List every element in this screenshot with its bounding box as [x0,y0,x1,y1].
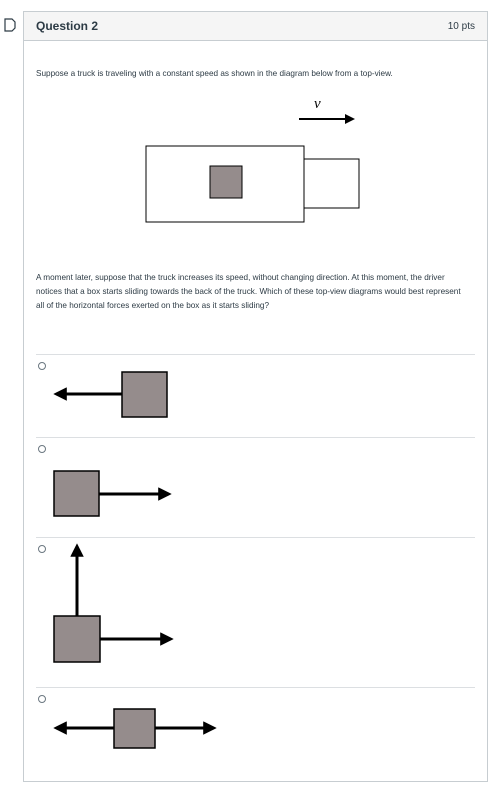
answer-option-c[interactable] [24,538,487,687]
question-card [23,11,488,782]
force-diagram-c [24,538,224,687]
answer-option-d[interactable] [24,688,487,770]
question-prompt: Suppose a truck is traveling with a constant speed as shown in the diagram below from a top-view. [36,69,393,78]
force-diagram-d [24,688,244,770]
force-diagram-b [24,438,224,537]
truck-cab [304,159,359,208]
answer-option-a[interactable] [24,355,487,437]
question-followup: A moment later, suppose that the truck increases its speed, without changing direction. At this moment, the driver notices that a box starts sliding towards the back of the truck. Which of these top-view diagrams would best represent all of the horizontal forces exerted on the box as it starts sliding? [36,273,461,310]
question-title: Question 2 [36,19,99,33]
force-box [122,372,167,417]
bookmark-flag-icon[interactable] [4,18,16,32]
velocity-label: v [314,96,321,112]
cargo-box [210,166,242,198]
truck-diagram [142,94,362,224]
question-points: 10 pts [447,20,475,32]
answer-option-b[interactable] [24,438,487,537]
force-box [114,709,155,748]
force-diagram-a [24,355,224,437]
force-box [54,616,100,662]
question-header [24,12,487,41]
force-box [54,471,99,516]
